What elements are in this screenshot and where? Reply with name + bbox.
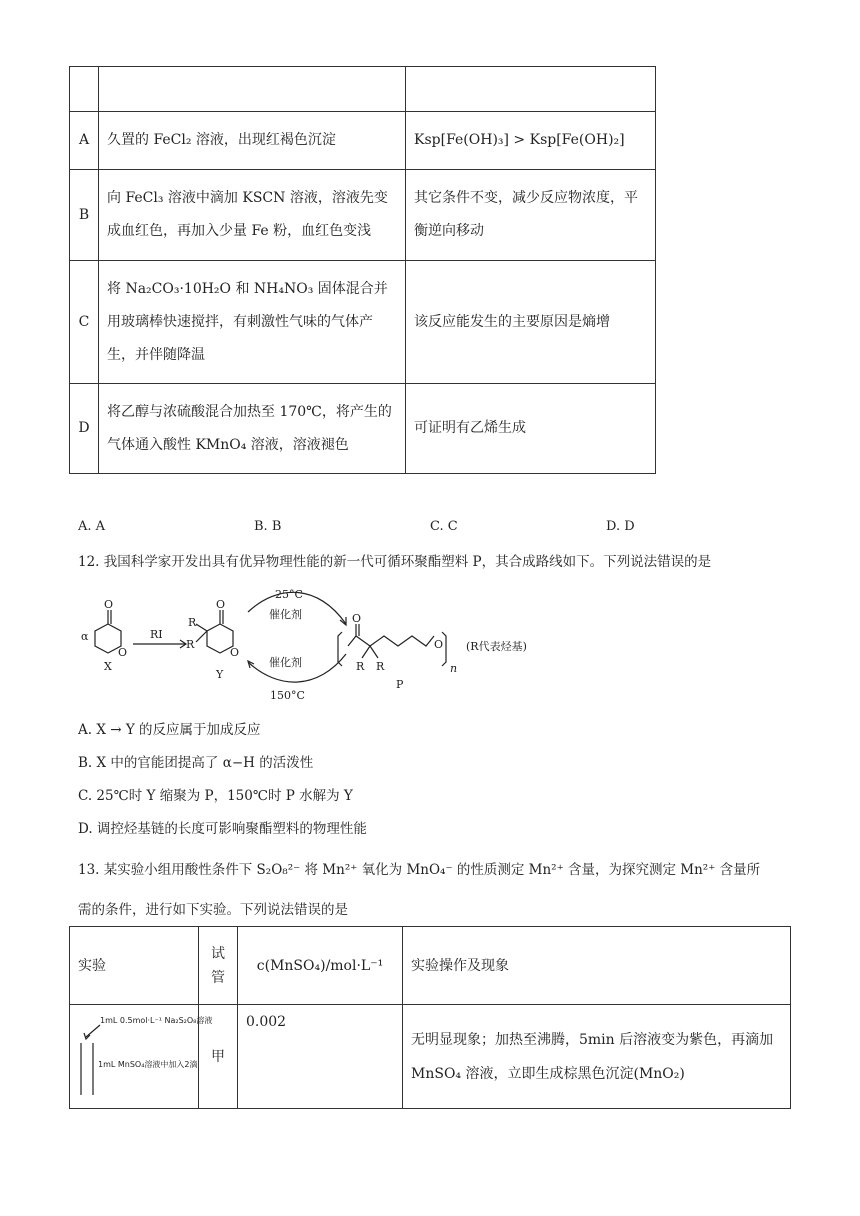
q12-option-c[interactable]: C. 25℃时 Y 缩聚为 P，150℃时 P 水解为 Y [78, 788, 353, 804]
top-cat: 催化剂 [269, 608, 302, 621]
option-b[interactable]: B. B [254, 519, 282, 534]
table-row [70, 1005, 791, 1109]
p-chain [348, 636, 434, 646]
apparatus-cell [70, 1005, 213, 1109]
operation-cell: 久置的 FeCl₂ 溶液，出现红褐色沉淀 [99, 112, 406, 170]
q13-stem-line1: 13. 某实验小组用酸性条件下 S₂O₈²⁻ 将 Mn²⁺ 氧化为 MnO₄⁻ 的性质测定 Mn²⁺ 含量，为探究测定 Mn²⁺ 含量所 [78, 862, 761, 878]
conclusion-cell: Ksp[Fe(OH)₃] > Ksp[Fe(OH)₂] [406, 112, 656, 170]
test-tube-diagram [70, 1005, 213, 1095]
q12-option-a[interactable]: A. X → Y 的反应属于加成反应 [78, 722, 261, 738]
x-ring-o: O [118, 646, 128, 659]
option-a[interactable]: A. A [78, 519, 106, 534]
bottom-temp: 150°C [270, 689, 305, 702]
reagent-label-top: 1mL 0.5mol·L⁻¹ Na₂S₂O₈溶液 [100, 1016, 213, 1025]
p-r1: R [356, 660, 365, 673]
y-o: O [216, 598, 226, 611]
reaction-scheme [78, 584, 578, 704]
table-row [70, 112, 656, 170]
alpha-label: α [81, 630, 89, 643]
option-d[interactable]: D. D [606, 519, 635, 534]
p-r2: R [376, 660, 385, 673]
q12-option-d[interactable]: D. 调控烃基链的长度可影响聚酯塑料的物理性能 [78, 821, 367, 837]
x-o: O [104, 598, 114, 611]
q13-stem-line2: 需的条件，进行如下实验。下列说法错误的是 [78, 902, 348, 918]
y-label: Y [216, 668, 224, 681]
table-header-row [70, 67, 656, 112]
operation-cell: 向 FeCl₃ 溶液中滴加 KSCN 溶液，溶液先变成血红色，再加入少量 Fe 粉，血红色变浅 [99, 170, 406, 261]
y-r1: R [188, 616, 197, 629]
conclusion-cell: 该反应能发生的主要原因是熵增 [406, 261, 656, 384]
table-row [70, 261, 656, 384]
table-header-row [70, 927, 791, 1005]
bottom-cat: 催化剂 [269, 656, 302, 669]
operation-cell: 将 Na₂CO₃·10H₂O 和 NH₄NO₃ 固体混合并用玻璃棒快速搅拌，有刺激性气味的气体产生，并伴随降温 [99, 261, 406, 384]
p-o: O [352, 612, 362, 625]
row-key: C [70, 261, 99, 384]
header-operation: 实验操作及现象 [403, 927, 791, 1005]
p-n: n [450, 662, 458, 675]
conclusion-cell: 可证明有乙烯生成 [406, 384, 656, 474]
table-q13 [69, 926, 791, 1109]
x-label: X [104, 660, 112, 673]
reagent-label-bottom: 1mL MnSO₄溶液中加入2滴 [98, 1060, 198, 1069]
p-label: P [396, 678, 404, 691]
header-tube: 试管 [199, 927, 238, 1005]
concentration-value: 0.002 [238, 1005, 403, 1109]
header-concentration: c(MnSO₄)/mol·L⁻¹ [238, 927, 403, 1005]
row-key: D [70, 384, 99, 474]
table-row [70, 384, 656, 474]
operation-cell: 将乙醇与浓硫酸混合加热至 170℃，将产生的气体通入酸性 KMnO₄ 溶液，溶液褪色 [99, 384, 406, 474]
y-ring-o: O [230, 646, 240, 659]
q12-option-b[interactable]: B. X 中的官能团提高了 α−H 的活泼性 [78, 755, 314, 771]
conclusion-cell: 其它条件不变，减少反应物浓度，平衡逆向移动 [406, 170, 656, 261]
row-key: B [70, 170, 99, 261]
table-q11 [69, 66, 656, 474]
option-c[interactable]: C. C [430, 519, 458, 534]
y-r2: R [186, 638, 195, 651]
q12-stem: 12. 我国科学家开发出具有优异物理性能的新一代可循环聚酯塑料 P，其合成路线如下。下列说法错误的是 [78, 554, 712, 570]
table-row [70, 170, 656, 261]
top-temp: 25°C [275, 588, 303, 601]
row-key: A [70, 112, 99, 170]
tube-label: 甲 [199, 1005, 238, 1109]
header-experiment: 实验 [70, 927, 199, 1005]
reagent-label: RI [150, 628, 163, 641]
operation-description: 无明显现象；加热至沸腾，5min 后溶液变为紫色，再滴加 MnSO₄ 溶液，立即生成棕黑色沉淀(MnO₂) [403, 1005, 791, 1109]
r-note: (R代表烃基) [466, 640, 527, 653]
p-ester-o: O [434, 638, 444, 651]
